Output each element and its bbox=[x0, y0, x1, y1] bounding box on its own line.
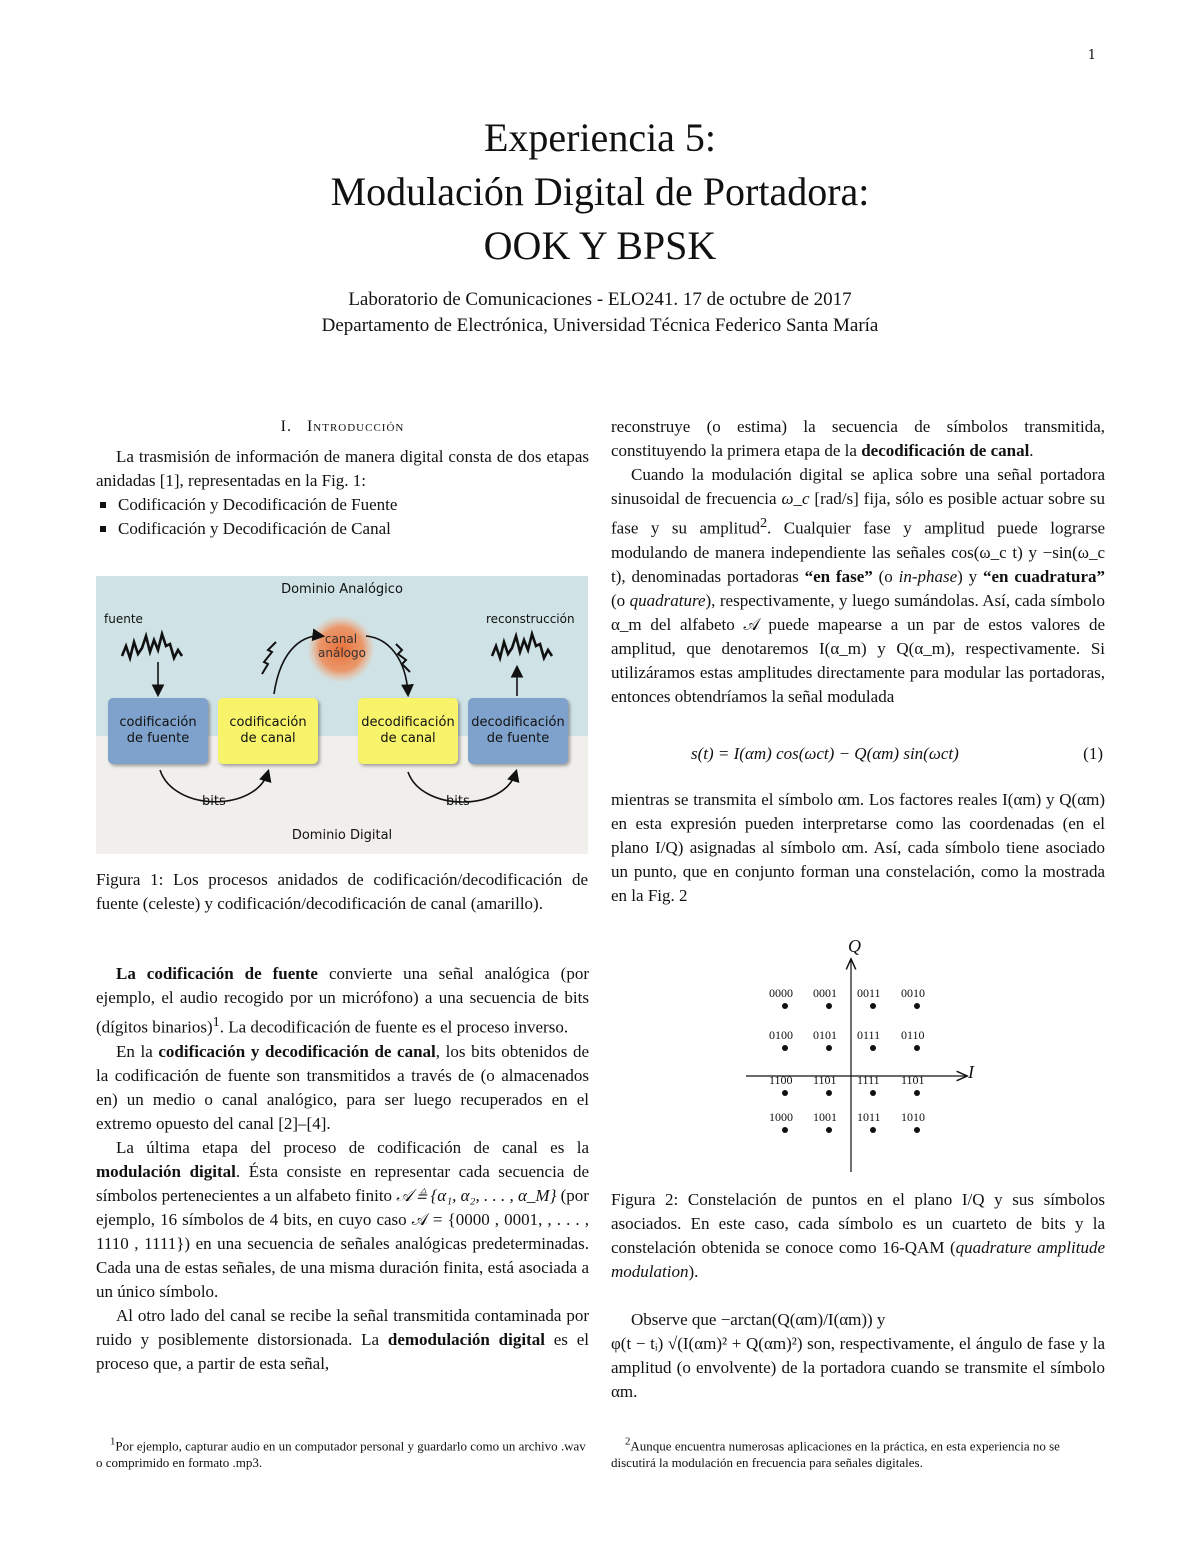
italic-term: in-phase bbox=[898, 566, 958, 586]
analog-domain-label: Dominio Analógico bbox=[281, 582, 403, 597]
section-heading bbox=[96, 415, 589, 439]
constellation-label: 0010 bbox=[901, 986, 925, 1000]
text: reconstruye (o estima) la secuencia de símbolos transmitida, constituyendo la primera etapa de la bbox=[611, 417, 1105, 460]
text: ), respectivamente, y luego sumándolas. Así, cada símbolo α_m del alfabeto 𝒜 puede mapearse a un par de estos valores de amplitud, que denotaremos I(α_m) y Q(α_m), respectivamente. Si utilizáramos estas amplitudes directamente para modular las portadoras, entonces obtendríamos la señal modulada bbox=[611, 590, 1105, 706]
box-label: decodificación bbox=[361, 715, 455, 730]
constellation-label: 1101 bbox=[901, 1073, 925, 1087]
i-axis-label: I bbox=[968, 1062, 974, 1082]
paragraph-reconstruct bbox=[611, 415, 1105, 463]
source-coding-box bbox=[108, 698, 208, 764]
source-label: fuente bbox=[104, 612, 143, 626]
text: (por ejemplo, 16 símbolos de 4 bits, en cuyo caso bbox=[96, 1185, 589, 1229]
text: ) y bbox=[957, 566, 983, 586]
text: ) en una secuencia de señales analógicas predeterminadas. Cada una de estas señales, de una misma duración finita, está asociada a un único símbolo. bbox=[96, 1233, 589, 1301]
page-number: 1 bbox=[1087, 48, 1096, 63]
constellation-point bbox=[870, 1045, 876, 1051]
affiliation-line-2: Departamento de Electrónica, Universidad Técnica Federico Santa María bbox=[321, 315, 879, 336]
reconstruction-label: reconstrucción bbox=[486, 612, 575, 626]
constellation-point bbox=[870, 1003, 876, 1009]
constellation-label: 1001 bbox=[813, 1110, 837, 1124]
text: Al otro lado del canal se recibe la señal transmitida contaminada por ruido y posiblemente distorsionada. La bbox=[96, 1305, 589, 1349]
title-line-2: Modulación Digital de Portadora: bbox=[330, 169, 870, 214]
constellation-label: 0001 bbox=[813, 986, 837, 1000]
bold-term: codificación y decodificación de canal bbox=[158, 1041, 436, 1061]
text: , los bits obtenidos de la codificación de fuente son transmitidos a través de (o almacenados en) un medio o canal analógico, para ser luego recuperados en el extremo opuesto del canal [2]–[4]. bbox=[96, 1041, 590, 1133]
paragraph-digital-modulation bbox=[96, 1136, 589, 1304]
math: 𝒜 ≜ {α₁, α₂, . . . , α_M} bbox=[396, 1185, 557, 1205]
footnote-ref: 1 bbox=[212, 1014, 220, 1030]
channel-decoding-box bbox=[358, 698, 458, 764]
constellation-point bbox=[914, 1003, 920, 1009]
channel-label-2: análogo bbox=[318, 646, 366, 660]
constellation-point bbox=[782, 1045, 788, 1051]
equation-body: s(t) = I(αm) cos(ωct) − Q(αm) sin(ωct) bbox=[691, 744, 959, 763]
bold-term: demodulación digital bbox=[387, 1329, 545, 1349]
math: 𝒜 = {0000 , 0001, , . . . , 1110 , 1111} bbox=[96, 1209, 589, 1253]
figure-1 bbox=[96, 576, 588, 854]
constellation-label: 1100 bbox=[769, 1073, 793, 1087]
box-label: de canal bbox=[240, 731, 296, 746]
footnote-text: Aunque encuentra numerosas aplicaciones en la práctica, en esta experiencia no se discutirá la modulación en frecuencia para señales digitales. bbox=[611, 1438, 1060, 1471]
constellation-point bbox=[870, 1127, 876, 1133]
bold-term: modulación digital bbox=[96, 1161, 236, 1181]
constellation-label: 1000 bbox=[769, 1110, 793, 1124]
math: ω_c bbox=[781, 489, 810, 508]
footnote-1 bbox=[96, 1434, 589, 1471]
bits-label-right: bits bbox=[446, 794, 470, 809]
footnote-marker: 2 bbox=[625, 1436, 631, 1448]
intro-paragraph: La trasmisión de información de manera digital consta de dos etapas anidadas [1], representadas en la Fig. 1: bbox=[96, 447, 589, 490]
constellation-label: 0101 bbox=[813, 1028, 837, 1042]
text: (o bbox=[611, 590, 630, 610]
text: es el proceso que, a partir de esta señal, bbox=[96, 1329, 589, 1373]
bold-term: “en cuadratura” bbox=[983, 566, 1105, 586]
box-label: codificación bbox=[119, 715, 197, 730]
constellation-point bbox=[826, 1090, 832, 1096]
text: ). bbox=[688, 1262, 699, 1281]
paragraph-carrier bbox=[611, 463, 1105, 709]
constellation-label: 1101 bbox=[813, 1073, 837, 1087]
noise-in-icon bbox=[262, 642, 276, 674]
constellation-label: 0011 bbox=[857, 986, 881, 1000]
constellation-point bbox=[914, 1127, 920, 1133]
text: . Cualquier fase y amplitud puede lograrse modulando de manera independiente las señales cos(ω_c t) y −sin(ω_c t), denominadas portadoras bbox=[611, 518, 1106, 586]
observe-line-2: φ(t − tᵢ) √(I(αm)² + Q(αm)²) son, respectivamente, el ángulo de fase y la amplitud (o envolvente) de la portadora cuando se transmite el símbolo αm. bbox=[611, 1334, 1105, 1401]
constellation-point bbox=[826, 1045, 832, 1051]
constellation-point bbox=[826, 1127, 832, 1133]
constellation-point bbox=[782, 1127, 788, 1133]
reconstruction-wave-icon bbox=[492, 634, 552, 658]
constellation-axes bbox=[740, 936, 990, 1176]
text: [rad/s] fija, sólo es posible actuar sobre su fase y su amplitud bbox=[611, 489, 1105, 538]
text: . La decodificación de fuente es el proceso inverso. bbox=[219, 1017, 569, 1037]
bullet-list bbox=[96, 493, 589, 541]
box-label: de canal bbox=[380, 731, 436, 746]
footnote-ref: 2 bbox=[759, 515, 768, 531]
box-label: decodificación bbox=[471, 715, 565, 730]
box-label: de fuente bbox=[486, 731, 550, 746]
source-wave-icon bbox=[122, 634, 182, 658]
paragraph-demodulation bbox=[96, 1304, 589, 1376]
box-label: codificación bbox=[229, 715, 307, 730]
paragraph-channel-coding bbox=[96, 1040, 589, 1136]
left-column-body bbox=[96, 962, 589, 1376]
constellation-point bbox=[782, 1003, 788, 1009]
text: Cuando la modulación digital se aplica sobre una señal portadora sinusoidal de frecuencia bbox=[611, 465, 1105, 508]
equation-number: (1) bbox=[1083, 744, 1103, 763]
text: . bbox=[1029, 441, 1034, 460]
constellation-point bbox=[914, 1045, 920, 1051]
q-axis-label: Q bbox=[848, 936, 861, 956]
constellation-label: 0000 bbox=[769, 986, 793, 1000]
bits-label-left: bits bbox=[202, 794, 226, 809]
figure-1-caption: Figura 1: Los procesos anidados de codificación/decodificación de fuente (celeste) y codificación/decodificación de canal (amarillo). bbox=[96, 870, 588, 913]
bold-term: La codificación de fuente bbox=[116, 964, 318, 983]
constellation-point bbox=[914, 1090, 920, 1096]
section-title: Introducción bbox=[306, 418, 405, 435]
right-column-top bbox=[611, 415, 1105, 709]
text: convierte una señal analógica (por ejemplo, el audio recogido por un micrófono) a una secuencia de bits (dígitos binarios) bbox=[96, 964, 590, 1037]
paragraph-coordinates: mientras se transmita el símbolo αm. Los factores reales I(αm) y Q(αm) en esta expresión pueden interpretarse como las coordenadas (en el plano I/Q) asignadas al símbolo αm. Así, cada símbolo tiene asociado un punto, que en conjunto forman una constelación, como la mostrada en la Fig. 2 bbox=[611, 790, 1105, 905]
source-decoding-box bbox=[468, 698, 568, 764]
constellation-label: 1011 bbox=[857, 1110, 881, 1124]
observe-line-1: Observe que −arctan(Q(αm)/I(αm)) y bbox=[631, 1310, 886, 1329]
text: La última etapa del proceso de codificación de canal es la bbox=[116, 1137, 589, 1157]
section-number: I. bbox=[280, 418, 292, 435]
bold-term: “en fase” bbox=[804, 566, 873, 586]
constellation-point bbox=[826, 1003, 832, 1009]
constellation-label: 0111 bbox=[857, 1028, 881, 1042]
bullet-item: Codificación y Decodificación de Canal bbox=[96, 517, 589, 541]
constellation-point bbox=[870, 1090, 876, 1096]
footnote-2 bbox=[611, 1434, 1105, 1471]
constellation-label: 1111 bbox=[857, 1073, 880, 1087]
paragraph-observe bbox=[611, 1308, 1105, 1404]
paragraph-source-coding bbox=[96, 962, 589, 1040]
affiliation-line-1: Laboratorio de Comunicaciones - ELO241. 17 de octubre de 2017 bbox=[348, 289, 852, 310]
figure-2-caption bbox=[611, 1188, 1105, 1284]
bullet-item: Codificación y Decodificación de Fuente bbox=[96, 493, 589, 517]
channel-label bbox=[318, 632, 364, 660]
constellation-label: 1010 bbox=[901, 1110, 925, 1124]
italic-term: quadrature bbox=[629, 590, 706, 610]
title-line-1: Experiencia 5: bbox=[483, 115, 717, 160]
text: . Ésta consiste en representar cada secuencia de símbolos pertenecientes a un alfabeto finito bbox=[96, 1161, 589, 1205]
bold-term: decodificación de canal bbox=[861, 441, 1030, 460]
footnote-text: Por ejemplo, capturar audio en un computador personal y guardarlo como un archivo .wav o comprimido en formato .mp3. bbox=[96, 1438, 586, 1471]
constellation-label: 0100 bbox=[769, 1028, 793, 1042]
digital-domain-label: Dominio Digital bbox=[291, 828, 393, 843]
channel-coding-box bbox=[218, 698, 318, 764]
footnote-marker: 1 bbox=[110, 1436, 116, 1448]
constellation-point bbox=[782, 1090, 788, 1096]
constellation-label: 0110 bbox=[901, 1028, 925, 1042]
channel-label-1: canal bbox=[324, 632, 358, 646]
title-line-3: OOK Y BPSK bbox=[483, 223, 717, 268]
text: En la bbox=[116, 1041, 159, 1061]
text: (o bbox=[872, 566, 899, 586]
text: Figura 2: Constelación de puntos en el plano I/Q y sus símbolos asociados. En este caso, cada símbolo es un cuarteto de bits y la constelación obtenida se conoce como 16-QAM ( bbox=[611, 1190, 1105, 1257]
box-label: de fuente bbox=[126, 731, 190, 746]
left-column-top bbox=[96, 415, 589, 541]
italic-term: quadrature amplitude modulation bbox=[611, 1238, 1105, 1281]
figure-2 bbox=[740, 936, 990, 1176]
